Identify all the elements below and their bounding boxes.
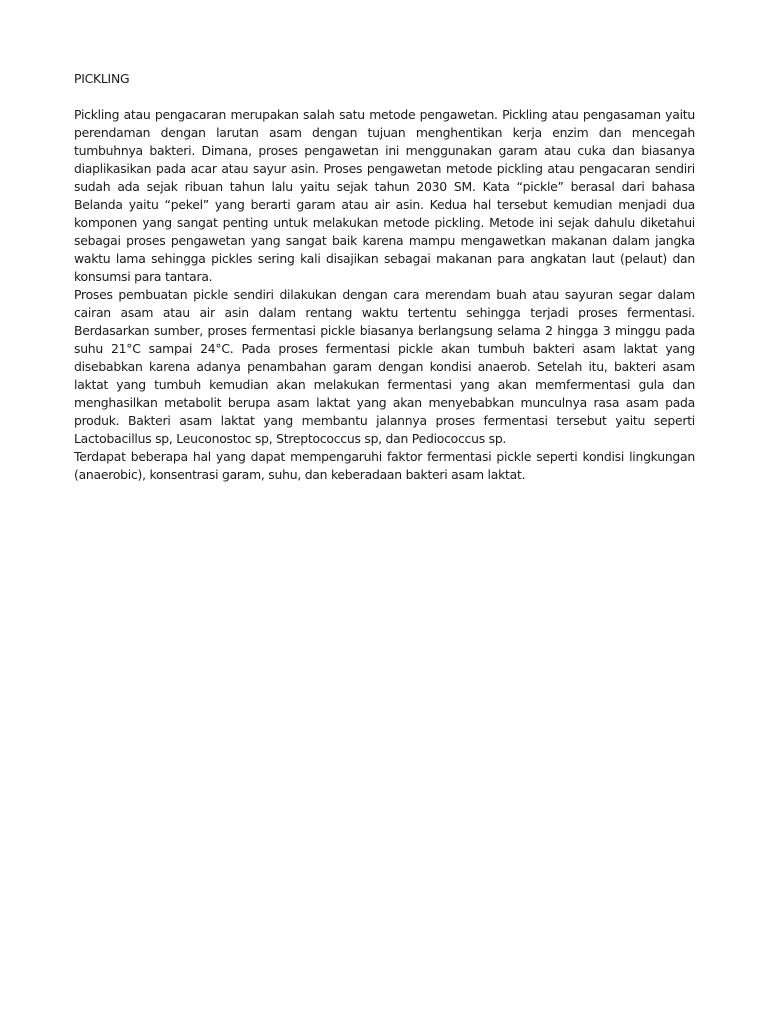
paragraph-2: Proses pembuatan pickle sendiri dilakukan dengan cara merendam buah atau sayuran segar dalam cairan asam atau air asin dalam rentang waktu tertentu sehingga terjadi proses fermentasi. Berdasarkan sumber, proses fermentasi pickle biasanya berlangsung selama 2 hingga 3 minggu pada suhu 21°C sampai 24°C. Pada proses fermentasi pickle akan tumbuh bakteri asam laktat yang disebabkan karena adanya penambahan garam dengan kondisi anaerob. Setelah itu, bakteri asam laktat yang tumbuh kemudian akan melakukan fermentasi yang akan memfermentasi gula dan menghasilkan metabolit berupa asam laktat yang akan menyebabkan munculnya rasa asam pada produk. Bakteri asam laktat yang membantu jalannya proses fermentasi tersebut yaitu seperti Lactobacillus sp, Leuconostoc sp, Streptococcus sp, dan Pediococcus sp. [74,287,695,446]
document-title: PICKLING [74,71,130,86]
document-page [74,70,695,484]
paragraph-3: Terdapat beberapa hal yang dapat mempengaruhi faktor fermentasi pickle seperti kondisi lingkungan (anaerobic), konsentrasi garam, suhu, dan keberadaan bakteri asam laktat. [74,449,695,482]
paragraph-1: Pickling atau pengacaran merupakan salah satu metode pengawetan. Pickling atau pengasaman yaitu perendaman dengan larutan asam dengan tujuan menghentikan kerja enzim dan mencegah tumbuhnya bakteri. Dimana, proses pengawetan ini menggunakan garam atau cuka dan biasanya diaplikasikan pada acar atau sayur asin. Proses pengawetan metode pickling atau pengacaran sendiri sudah ada sejak ribuan tahun lalu yaitu sejak tahun 2030 SM. Kata “pickle” berasal dari bahasa Belanda yaitu “pekel” yang berarti garam atau air asin. Kedua hal tersebut kemudian menjadi dua komponen yang sangat penting untuk melakukan metode pickling. Metode ini sejak dahulu diketahui sebagai proses pengawetan yang sangat baik karena mampu mengawetkan makanan dalam jangka waktu lama sehingga pickles sering kali disajikan sebagai makanan para angkatan laut (pelaut) dan konsumsi para tantara. [74,107,695,284]
